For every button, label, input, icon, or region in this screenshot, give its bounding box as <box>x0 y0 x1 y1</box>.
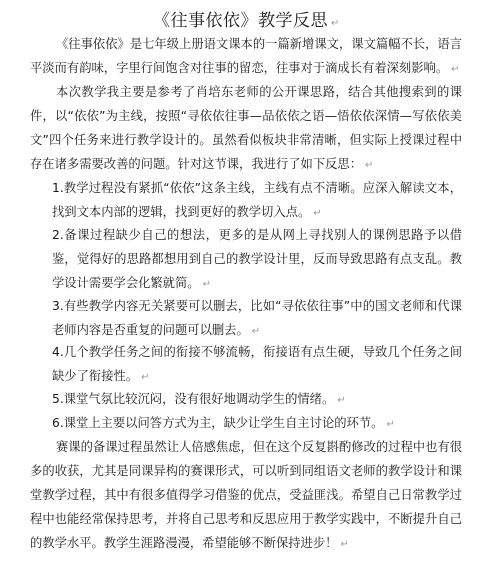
reflection-item-text: 3.有些教学内容无关紧要可以删去，比如“寻依依往事”中的国文老师和代课老师内容是否重复的问题可以删去。 <box>52 299 462 337</box>
reflection-item-1 <box>30 176 462 226</box>
approach-paragraph <box>30 80 462 178</box>
reflection-item-text: 1.教学过程没有紧抓“依依”这条主线，主线有点不清晰。应深入解读文本，找到文本内部的逻辑，找到更好的教学切入点。 <box>52 181 462 219</box>
paragraph-mark-icon: ↵ <box>313 208 322 219</box>
paragraph-mark-icon: ↵ <box>202 279 211 290</box>
closing-text: 赛课的备课过程虽然让人倍感焦虑，但在这个反复斟酌修改的过程中也有很多的收获，尤其是同课异构的赛课形式，可以听到同组语文老师的教学设计和课堂教学过程，其中有很多值得学习借鉴的优点，受益匪浅。希望自己日常教学过程中也能经常保持思考，并将自己思考和反思应用于教学实践中，不断提升自己的教学水平。教学生涯路漫漫，希望能够不断保持进步！ <box>30 440 462 550</box>
reflection-item-text: 6.课堂上主要以问答方式为主，缺少让学生自主讨论的环节。 <box>52 416 384 430</box>
title-text: 《往事依依》教学反思 <box>153 11 329 31</box>
paragraph-mark-icon: ↵ <box>251 326 261 337</box>
paragraph-mark-icon: ↵ <box>141 372 150 383</box>
reflection-item-text: 5.课堂气氛比较沉闷，没有很好地调动学生的情绪。 <box>52 392 335 406</box>
reflection-item-2 <box>30 223 462 297</box>
paragraph-mark-icon: ↵ <box>365 160 374 171</box>
reflection-item-6 <box>30 411 462 437</box>
reflection-item-4 <box>30 340 462 390</box>
reflection-item-text: 2.备课过程缺少自己的想法，更多的是从网上寻找别人的课例思路予以借鉴，觉得好的思路都想用到自己的教学设计里，反而导致思路有点支乱。教学设计需要学会化繁就简。 <box>52 228 462 290</box>
reflection-item-3 <box>30 294 462 344</box>
paragraph-mark-icon: ↵ <box>331 18 340 29</box>
closing-paragraph <box>30 435 462 557</box>
paragraph-mark-icon: ↵ <box>337 395 346 406</box>
paragraph-mark-icon: ↵ <box>340 539 349 550</box>
approach-text: 本次教学我主要是参考了肖培东老师的公开课思路，结合其他搜索到的课件，以“依依”为主线，按照“寻依依往事—品依依之语—悟依依深情—写依依美文”四个任务来进行教学设计的。虽然看似板块非常清晰，但实际上授课过程中存在诸多需要改善的问题。针对这节课，我进行了如下反思： <box>30 85 462 171</box>
paragraph-mark-icon: ↵ <box>451 64 460 75</box>
reflection-item-5 <box>30 387 462 413</box>
paragraph-mark-icon: ↵ <box>386 419 395 430</box>
intro-paragraph <box>30 32 462 82</box>
intro-text: 《往事依依》是七年级上册语文课本的一篇新增课文，课文篇幅不长，语言平淡而有韵味，字里行间饱含对往事的留恋，往事对于滴成长有着深刻影响。 <box>30 37 462 75</box>
reflection-item-text: 4.几个教学任务之间的衔接不够流畅，衔接语有点生硬，导致几个任务之间缺少了衔接性。 <box>52 345 462 383</box>
